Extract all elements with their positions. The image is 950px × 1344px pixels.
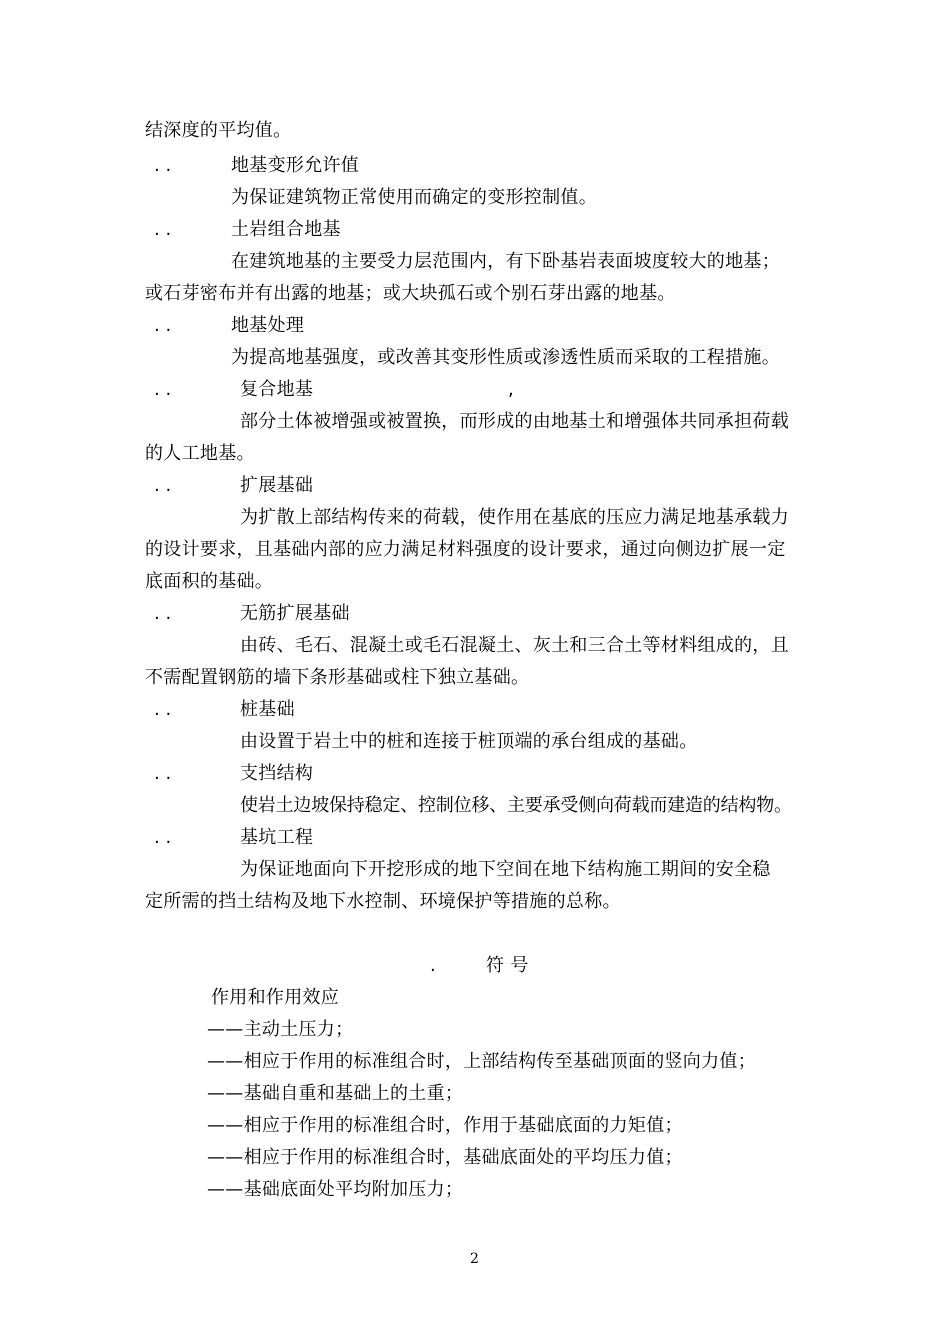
term-definition: 部分土体被增强或被置换，而形成的由地基土和增强体共同承担荷载: [240, 411, 789, 432]
term-title: 支挡结构: [240, 763, 314, 784]
title-suffix: ,: [508, 379, 515, 400]
term-title: 土岩组合地基: [231, 219, 341, 240]
symbol-entry: ——相应于作用的标准组合时，作用于基础底面的力矩值；: [207, 1115, 683, 1136]
section-number: . .: [154, 699, 172, 720]
symbol-entry: ——相应于作用的标准组合时，上部结构传至基础顶面的竖向力值；: [207, 1051, 756, 1072]
section-number: . .: [154, 475, 172, 496]
symbol-entry: ——基础底面处平均附加压力；: [207, 1179, 464, 1200]
term-title: 扩展基础: [240, 475, 314, 496]
section-number: . .: [154, 219, 172, 240]
section-number: . .: [154, 315, 172, 336]
section-number: . .: [154, 155, 172, 176]
term-definition: 为保证建筑物正常使用而确定的变形控制值。: [231, 187, 597, 208]
term-definition: 的设计要求，且基础内部的应力满足材料强度的设计要求，通过向侧边扩展一定: [145, 539, 786, 560]
section-heading: 符 号: [486, 955, 529, 976]
term-definition: 定所需的挡土结构及地下水控制、环境保护等措施的总称。: [145, 891, 621, 912]
page-number: 2: [470, 1251, 479, 1267]
symbol-entry: ——基础自重和基础上的土重；: [207, 1083, 464, 1104]
term-definition: 底面积的基础。: [145, 571, 274, 592]
section-number: .: [430, 955, 437, 976]
symbol-entry: ——相应于作用的标准组合时，基础底面处的平均压力值；: [207, 1147, 683, 1168]
term-definition: 使岩土边坡保持稳定、控制位移、主要承受侧向荷载而建造的结构物。: [240, 795, 792, 816]
term-title: 地基变形允许值: [231, 155, 360, 176]
term-definition: 由设置于岩土中的桩和连接于桩顶端的承台组成的基础。: [240, 731, 698, 752]
term-definition: 或石芽密布并有出露的地基；或大块孤石或个别石芽出露的地基。: [145, 283, 676, 304]
term-title: 复合地基: [240, 379, 314, 400]
term-definition: 在建筑地基的主要受力层范围内，有下卧基岩表面坡度较大的地基；: [231, 251, 780, 272]
term-title: 地基处理: [231, 315, 305, 336]
section-number: . .: [154, 379, 172, 400]
term-title: 基坑工程: [240, 827, 314, 848]
term-definition: 由砖、毛石、混凝土或毛石混凝土、灰土和三合土等材料组成的，且: [240, 635, 789, 656]
section-number: . .: [154, 763, 172, 784]
term-definition: 不需配置钢筋的墙下条形基础或柱下独立基础。: [145, 667, 530, 688]
term-definition: 的人工地基。: [145, 443, 255, 464]
term-title: 无筋扩展基础: [240, 603, 350, 624]
section-number: . .: [154, 603, 172, 624]
term-title: 桩基础: [240, 699, 295, 720]
term-definition: 为扩散上部结构传来的荷载，使作用在基底的压应力满足地基承载力: [240, 507, 789, 528]
continuation-text: 结深度的平均值。: [145, 120, 292, 141]
symbol-entry: ——主动土压力；: [207, 1019, 354, 1040]
term-definition: 为提高地基强度，或改善其变形性质或渗透性质而采取的工程措施。: [231, 347, 780, 368]
subsection-heading: 作用和作用效应: [211, 987, 340, 1008]
section-number: . .: [154, 827, 172, 848]
term-definition: 为保证地面向下开挖形成的地下空间在地下结构施工期间的安全稳: [240, 859, 771, 880]
